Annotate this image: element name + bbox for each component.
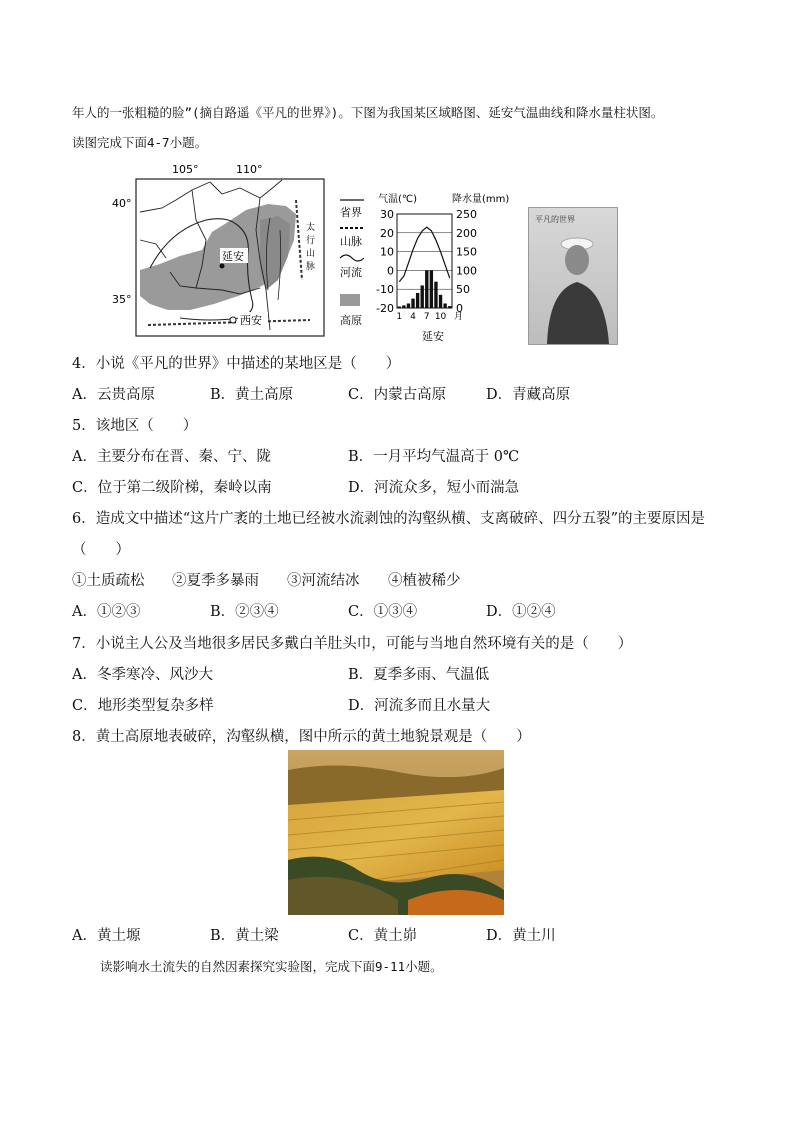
mountain-label: 太行山脉	[306, 223, 316, 272]
temp-tick: -10	[376, 283, 394, 297]
q6-option-b[interactable]: B．②③④	[210, 604, 279, 620]
q4-option-d[interactable]: D．青藏高原	[486, 387, 571, 403]
xian-marker	[230, 317, 236, 323]
intro-line-2: 读图完成下面4-7小题。	[72, 135, 208, 150]
temp-tick: -20	[376, 302, 394, 315]
city-yanan: 延安	[222, 250, 244, 263]
lat-label-35: 35°	[112, 293, 132, 306]
q5-option-d[interactable]: D．河流众多，短小而湍急	[348, 480, 520, 496]
precip-bar	[421, 285, 424, 308]
question-6-stem: 6．造成文中描述“这片广袤的土地已经被水流剥蚀的沟壑纵横、支离破碎、四分五裂”的主要原因是	[72, 511, 706, 527]
precip-tick: 0	[456, 302, 463, 315]
q6-factor-3: ③河流结冰	[287, 573, 360, 589]
q6-factor-1: ①土质疏松	[72, 573, 145, 589]
month-tick: 4	[410, 312, 416, 322]
precip-tick: 50	[456, 283, 470, 297]
q6-option-a[interactable]: A．①②③	[72, 604, 141, 620]
face-icon	[565, 245, 589, 275]
precip-tick: 100	[456, 264, 477, 278]
q8-option-c[interactable]: C．黄土峁	[348, 928, 418, 944]
month-tick: 10	[434, 312, 447, 322]
loess-landscape-photo	[288, 750, 504, 915]
lon-label-110: 110°	[236, 163, 263, 176]
q7-option-c[interactable]: C．地形类型复杂多样	[72, 698, 214, 714]
temp-axis-label: 气温(℃)	[378, 194, 418, 205]
station-label: 延安	[422, 330, 444, 343]
q4-option-c[interactable]: C．内蒙古高原	[348, 387, 447, 403]
legend-mountain: 山脉	[340, 235, 362, 248]
q8-option-b[interactable]: B．黄土梁	[210, 928, 279, 944]
photo-caption: 平凡的世界	[535, 215, 575, 224]
q8-option-a[interactable]: A．黄土塬	[72, 928, 141, 944]
yanan-marker	[220, 264, 225, 269]
q8-option-d[interactable]: D．黄土川	[486, 928, 556, 944]
question-8-stem: 8．黄土高原地表破碎，沟壑纵横，图中所示的黄土地貌景观是（ ）	[72, 729, 531, 745]
precip-bar	[398, 306, 401, 308]
precip-axis-label: 降水量(mm)	[452, 194, 510, 205]
q6-option-d[interactable]: D．①②④	[486, 604, 556, 620]
question-4-stem: 4．小说《平凡的世界》中描述的某地区是（ ）	[72, 356, 401, 372]
q4-option-a[interactable]: A．云贵高原	[72, 387, 155, 403]
q7-option-d[interactable]: D．河流多而且水量大	[348, 698, 491, 714]
closing-instruction: 读影响水土流失的自然因素探究实验图，完成下面9-11小题。	[100, 959, 443, 974]
city-xian: 西安	[240, 314, 262, 327]
legend-plateau: 高原	[340, 314, 362, 327]
precip-tick: 200	[456, 226, 477, 240]
region-map	[110, 160, 335, 340]
lat-label-40: 40°	[112, 197, 132, 210]
question-7-stem: 7．小说主人公及当地很多居民多戴白羊肚头巾，可能与当地自然环境有关的是（ ）	[72, 636, 633, 652]
precip-bar	[411, 299, 414, 308]
month-tick: 1	[396, 312, 403, 322]
precip-bar	[402, 305, 405, 308]
q5-option-a[interactable]: A．主要分布在晋、秦、宁、陇	[72, 449, 271, 465]
novel-photo	[528, 207, 618, 345]
intro-line-1: 年人的一张粗糙的脸”(摘自路遥《平凡的世界》)。下图为我国某区域略图、延安气温曲线和降水量柱状图。	[72, 105, 664, 120]
precip-bar	[407, 303, 410, 308]
legend-river: 河流	[340, 266, 362, 279]
temperature-curve	[399, 227, 449, 282]
temp-tick: 10	[380, 245, 394, 259]
temp-tick: 0	[387, 264, 394, 278]
q7-option-b[interactable]: B．夏季多雨、气温低	[348, 667, 490, 683]
precip-bar	[439, 295, 442, 308]
q4-option-b[interactable]: B．黄土高原	[210, 387, 294, 403]
month-tick: 月	[454, 312, 464, 322]
legend-border: 省界	[340, 206, 362, 219]
precip-bar	[430, 270, 433, 308]
question-6-stem-bracket: （ ）	[72, 542, 130, 558]
precip-bar	[443, 303, 446, 308]
month-tick: 7	[423, 312, 430, 322]
q6-option-c[interactable]: C．①③④	[348, 604, 418, 620]
precip-tick: 250	[456, 208, 477, 221]
precip-bar	[434, 282, 437, 308]
q6-factor-2: ②夏季多暴雨	[172, 573, 259, 589]
lon-label-105: 105°	[172, 163, 199, 176]
q5-option-c[interactable]: C．位于第二级阶梯，秦岭以南	[72, 480, 272, 496]
climate-chart	[370, 192, 515, 344]
precip-tick: 150	[456, 245, 477, 259]
precip-bar	[425, 270, 428, 308]
q6-factor-4: ④植被稀少	[388, 573, 461, 589]
temp-tick: 20	[380, 226, 394, 240]
q5-option-b[interactable]: B．一月平均气温高于 0℃	[348, 449, 520, 465]
q7-option-a[interactable]: A．冬季寒冷、风沙大	[72, 667, 213, 683]
precip-bar	[416, 293, 419, 308]
precip-bar	[448, 306, 451, 308]
person-body-icon	[547, 282, 609, 344]
question-5-stem: 5．该地区（ ）	[72, 418, 198, 434]
temp-tick: 30	[380, 208, 394, 221]
